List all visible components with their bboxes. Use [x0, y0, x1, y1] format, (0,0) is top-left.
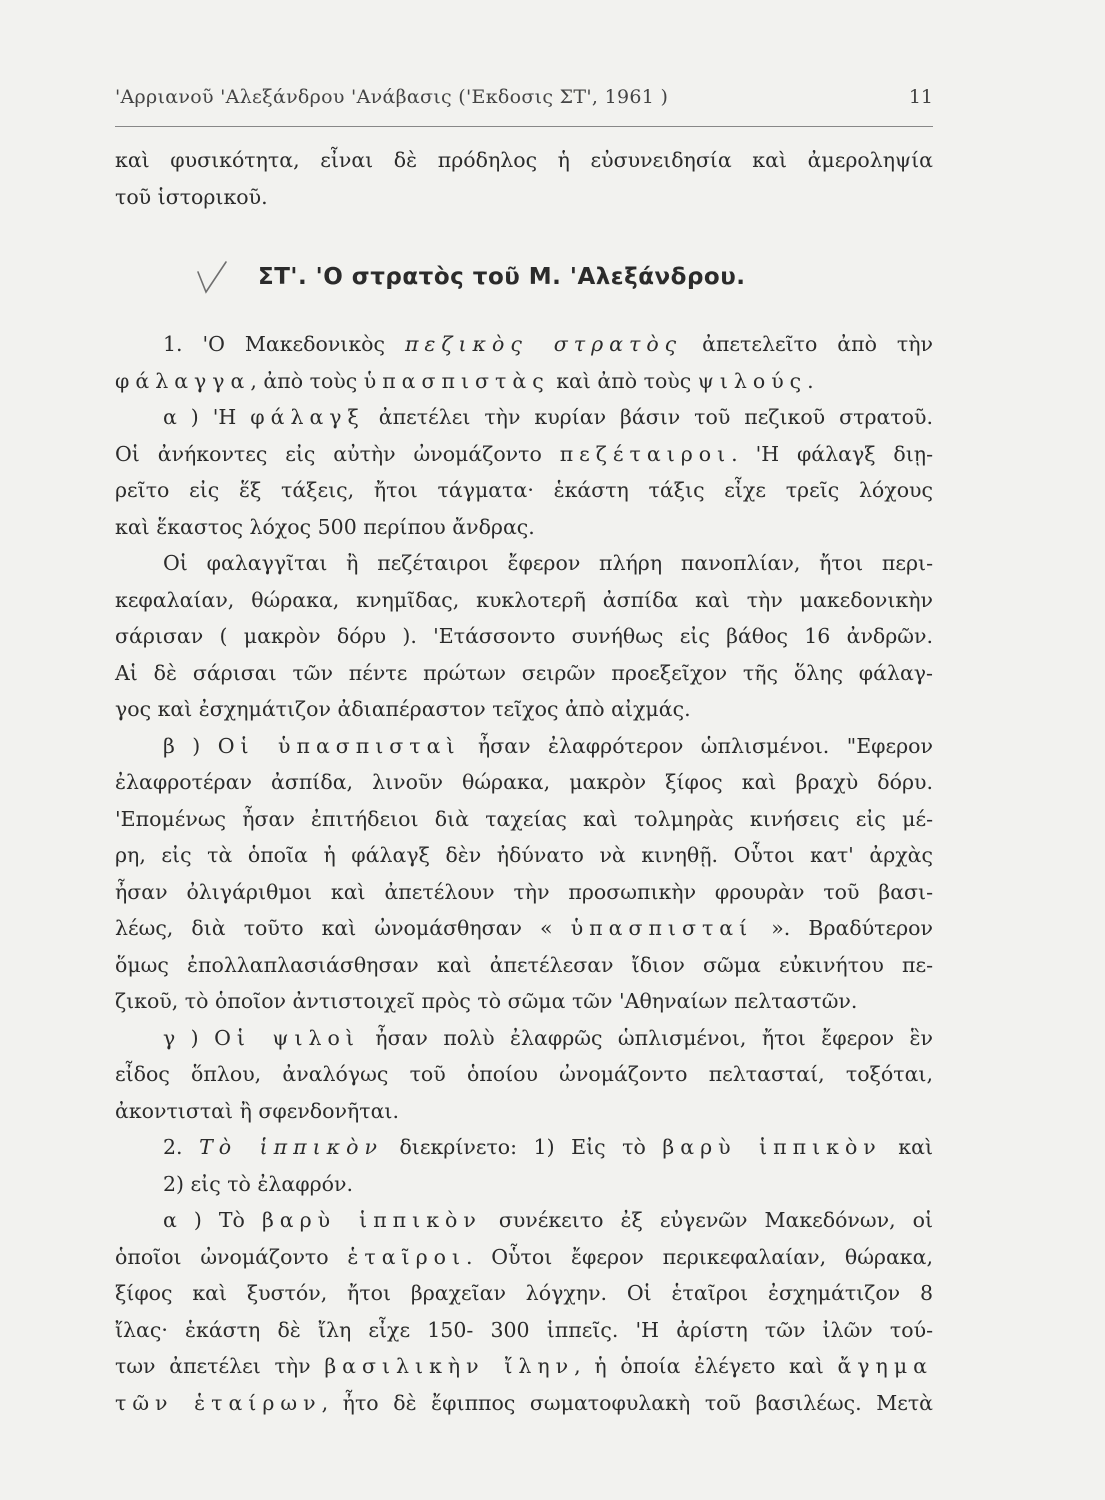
text-line: β ) Οἱ ὑπασπισταὶ ἦσαν ἐλαφρότερον ὡπλισμένοι. "Εφερον	[163, 733, 933, 758]
text-line: εἶδος ὅπλου, ἀναλόγως τοῦ ὁποίου ὠνομάζοντο πελτασταί, τοξόται,	[115, 1062, 933, 1086]
text-line: 'Επομένως ἦσαν ἐπιτήδειοι διὰ ταχείας καὶ τολμηρὰς κινήσεις εἰς μέ-	[115, 806, 933, 831]
emphasis: πεζέταιροι	[559, 441, 732, 466]
text-line: α ) Τὸ βαρὺ ἱππικὸν συνέκειτο ἐξ εὐγενῶν Μακεδόνων, οἱ	[163, 1208, 933, 1232]
emphasis: βαρὺ ἱππικὸν	[662, 1135, 882, 1159]
emphasis: πεζικὸς στρατὸς	[404, 332, 683, 356]
text-line: Αἱ δὲ σάρισαι τῶν πέντε πρώτων σειρῶν προεξεῖχον τῆς ὅλης φάλαγ-	[115, 660, 933, 685]
text-line: ὁποῖοι ὠνομάζοντο ἑταῖροι. Οὗτοι ἔφερον περικεφαλαίαν, θώρακα,	[115, 1244, 933, 1269]
intro-paragraph	[115, 142, 933, 215]
text-line: ἦσαν ὀλιγάριθμοι καὶ ἀπετέλουν τὴν προσωπικὴν φρουρὰν τοῦ βασι-	[115, 879, 933, 904]
emphasis: ἄγημα	[837, 1354, 933, 1378]
emphasis: ὑπασπιστὰς	[363, 368, 550, 393]
emphasis: ὑπασπισταί	[570, 916, 754, 940]
emphasis: Τὸ ἱππικὸν	[199, 1135, 383, 1159]
text-line: 1. 'Ο Μακεδονικὸς πεζικὸς στρατὸς ἀπετελεῖτο ἀπὸ τὴν	[163, 332, 933, 356]
text-line: Οἱ ἀνήκοντες εἰς αὐτὴν ὠνομάζοντο πεζέταιροι. 'Η φάλαγξ διῃ-	[115, 441, 933, 466]
text-line: ἀκοντισταὶ ἢ σφενδονῆται.	[115, 1098, 399, 1123]
text-line: 2) εἰς τὸ ἐλαφρόν.	[163, 1171, 353, 1196]
text-line: κεφαλαίαν, θώρακα, κνημῖδας, κυκλοτερῆ ἀσπίδα καὶ τὴν μακεδονικὴν	[115, 587, 933, 612]
text-line: καὶ φυσικότητα, εἶναι δὲ πρόδηλος ἡ εὐσυνειδησία καὶ ἀμεροληψία	[115, 148, 933, 172]
running-header	[115, 86, 933, 127]
emphasis: βασιλικὴν ἴλην	[324, 1354, 575, 1378]
text-line: γ ) Οἱ ψιλοὶ ἦσαν πολὺ ἐλαφρῶς ὡπλισμένοι, ἤτοι ἔφερον ἓν	[163, 1025, 933, 1050]
text-line: ἴλας· ἑκάστη δὲ ἴλη εἶχε 150- 300 ἱππεῖς. 'Η ἀρίστη τῶν ἰλῶν τού-	[115, 1317, 933, 1342]
text-line: καὶ ἕκαστος λόχος 500 περίπου ἄνδρας.	[115, 514, 535, 539]
text-line: φάλαγγα, ἀπὸ τοὺς ὑπασπιστὰς καὶ ἀπὸ τοὺς ψιλούς.	[115, 368, 814, 393]
emphasis: ἑταῖροι	[347, 1244, 467, 1269]
emphasis: Οἱ ὑπασπισταὶ	[217, 733, 461, 758]
text-line: λέως, διὰ τοῦτο καὶ ὠνομάσθησαν « ὑπασπισταί ». Βραδύτερον	[115, 916, 933, 940]
text-line: γος καὶ ἐσχημάτιζον ἀδιαπέραστον τεῖχος ἀπὸ αἰχμάς.	[115, 697, 691, 721]
emphasis: Οἱ ψιλοὶ	[214, 1025, 360, 1050]
text-line: ζικοῦ, τὸ ὁποῖον ἀντιστοιχεῖ πρὸς τὸ σῶμα τῶν 'Αθηναίων πελταστῶν.	[115, 989, 858, 1013]
text-line: 2. Τὸ ἱππικὸν διεκρίνετο: 1) Εἰς τὸ βαρὺ ἱππικὸν καὶ	[163, 1135, 933, 1159]
text-line: ρη, εἰς τὰ ὁποῖα ἡ φάλαγξ δὲν ἠδύνατο νὰ κινηθῇ. Οὗτοι κατ' ἀρχὰς	[115, 843, 933, 867]
page-number: 11	[908, 86, 933, 108]
header-title: 'Αρριανοῦ 'Αλεξάνδρου 'Ανάβασις ('Εκδοσις ΣΤ', 1961 )	[115, 86, 669, 108]
text-line: ρεῖτο εἰς ἕξ τάξεις, ἤτοι τάγματα· ἑκάστη τάξις εἶχε τρεῖς λόχους	[115, 478, 933, 502]
text-line: Οἱ φαλαγγῖται ἢ πεζέταιροι ἔφερον πλήρη πανοπλίαν, ἤτοι περι-	[163, 551, 933, 575]
emphasis: ψιλούς	[697, 368, 808, 393]
text-line: ὅμως ἐπολλαπλασιάσθησαν καὶ ἀπετέλεσαν ἴδιον σῶμα εὐκινήτου πε-	[115, 952, 933, 977]
emphasis: τῶν ἑταίρων	[115, 1390, 322, 1415]
emphasis: φάλαγξ	[250, 405, 365, 429]
body-text	[115, 326, 933, 1421]
text-line: α ) 'Η φάλαγξ ἀπετέλει τὴν κυρίαν βάσιν τοῦ πεζικοῦ στρατοῦ.	[163, 405, 933, 429]
handwritten-check-mark	[192, 258, 232, 298]
text-line: τῶν ἑταίρων, ἦτο δὲ ἔφιππος σωματοφυλακὴ τοῦ βασιλέως. Μετὰ	[115, 1390, 933, 1415]
section-title: ΣΤ'. 'Ο στρατὸς τοῦ Μ. 'Αλεξάνδρου.	[258, 264, 746, 290]
text-line: των ἀπετέλει τὴν βασιλικὴν ἴλην, ἡ ὁποία ἐλέγετο καὶ ἄγημα	[115, 1354, 933, 1378]
text-line: τοῦ ἱστορικοῦ.	[115, 184, 268, 209]
emphasis: βαρὺ ἱππικὸν	[261, 1208, 482, 1232]
text-line: ξίφος καὶ ξυστόν, ἤτοι βραχεῖαν λόγχην. Οἱ ἑταῖροι ἐσχημάτιζον 8	[115, 1281, 933, 1305]
text-line: ἐλαφροτέραν ἀσπίδα, λινοῦν θώρακα, μακρὸν ξίφος καὶ βραχὺ δόρυ.	[115, 770, 933, 794]
text-line: σάρισαν ( μακρὸν δόρυ ). 'Ετάσσοντο συνήθως εἰς βάθος 16 ἀνδρῶν.	[115, 624, 933, 648]
emphasis: φάλαγγα	[115, 368, 251, 393]
